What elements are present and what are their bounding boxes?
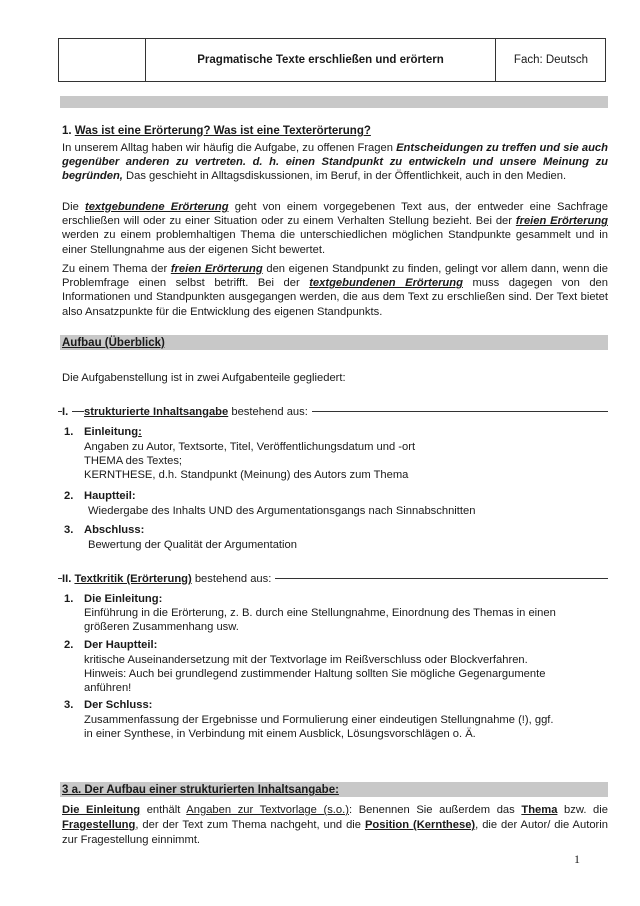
part2-title: II. Textkritik (Erörterung) bestehend aus: [62,572,275,586]
part2-item-number: 1. [64,593,74,605]
part2-item-heading: Der Schluss: [84,699,153,711]
part1-item-line: THEMA des Textes; [84,455,183,467]
part2-item-number: 2. [64,639,74,651]
part1-number: I. [62,405,72,419]
header-table [58,38,606,82]
part2-item-number: 3. [64,699,74,711]
part1-item-line: KERNTHESE, d.h. Standpunkt (Meinung) des Autors zum Thema [84,469,409,481]
part2-item-line: kritische Auseinandersetzung mit der Textvorlage im Reißverschluss oder Blockverfahren. [84,654,528,666]
section1-paragraph-1: In unserem Alltag haben wir häufig die Aufgabe, zu offenen Fragen Entscheidungen zu treffen und sie auch gegenüber anderen zu vertreten. d. h. einen Standpunkt zu entwickeln und unsere Meinung zu begründen, Das geschieht in Alltagsdiskussionen, im Beruf, in der Öffentlichkeit, auch in den Medien. [62,142,608,183]
section1-paragraph-3: Zu einem Thema der freien Erörterung den eigenen Standpunkt zu finden, gelingt vor allem dann, wenn die Problemfrage einen selbst betrifft. Bei der textgebundenen Erörterung muss dagegen von den Informationen und Standpunkten ausgegangen werden, die aus dem Text zu erschließen sind. Der Text bietet also Ansatzpunkte für die Entwicklung des eigenen Standpunkts. [62,263,608,318]
part1-item-line: Wiedergabe des Inhalts UND des Argumentationsgangs nach Sinnabschnitten [88,505,476,517]
page-number: 1 [574,852,580,866]
part1-item-heading: Hauptteil: [84,490,136,502]
section3a-paragraph: Die Einleitung enthält Angaben zur Textvorlage (s.o.): Benennen Sie außerdem das Thema bzw. die Fragestellung, der der Text zum Thema nachgeht, und die Position (Kernthese), die der Autor/ die Autorin zur Fragestellung einnimmt. [62,804,608,846]
subject-label: Fach: Deutsch [513,53,589,66]
part2-item-line: Zusammenfassung der Ergebnisse und Formulierung einer eindeutigen Stellungnahme (!), ggf. [84,714,554,726]
section1-paragraph-2: Die textgebundene Erörterung geht von einem vorgegebenen Text aus, der entweder eine Sachfrage erschließen will oder zu einer Situation oder zu einem Verhalten Stellung bezieht. Bei der freien Erörterung werden zu einem problemhaltigen Thema die unterschiedlichen möglichen Standpunkte gesammelt und in einer Stellungnahme aus der eigenen Sicht bewertet. [62,201,608,256]
section1-heading: 1. Was ist eine Erörterung? Was ist eine Texterörterung? [62,125,371,137]
aufbau-heading: Aufbau (Überblick) [62,337,165,349]
part2-item-line: Einführung in die Erörterung, z. B. durch eine Stellungnahme, Einordnung des Themas in einen [84,607,556,619]
part1-item-number: 1. [64,426,74,438]
part1-title: strukturierte Inhaltsangabe bestehend aus: [84,405,312,419]
part2-item-heading: Die Einleitung: [84,593,163,605]
part1-item-number: 2. [64,490,74,502]
part2-item-line: größeren Zusammenhang usw. [84,621,239,633]
section3a-heading: 3 a. Der Aufbau einer strukturierten Inhaltsangabe: [62,784,339,796]
part2-item-line: anführen! [84,682,132,694]
part2-item-line: in einer Synthese, in Verbindung mit einem Ausblick, Lösungsvorschlägen o. Ä. [84,728,476,740]
part2-item-line: Hinweis: Auch bei grundlegend zustimmender Haltung sollten Sie mögliche Gegenargumente [84,668,546,680]
aufbau-intro: Die Aufgabenstellung ist in zwei Aufgabenteile gegliedert: [62,372,346,384]
section-divider-bar [60,96,608,108]
page-title: Pragmatische Texte erschließen und erörtern [197,53,444,66]
part1-item-heading: Abschluss: [84,524,145,536]
part1-item-line: Bewertung der Qualität der Argumentation [88,539,297,551]
part1-item-heading: Einleitung: [84,426,142,438]
part2-item-heading: Der Hauptteil: [84,639,158,651]
part1-item-line: Angaben zu Autor, Textsorte, Titel, Veröffentlichungsdatum und -ort [84,441,416,453]
part1-item-number: 3. [64,524,74,536]
